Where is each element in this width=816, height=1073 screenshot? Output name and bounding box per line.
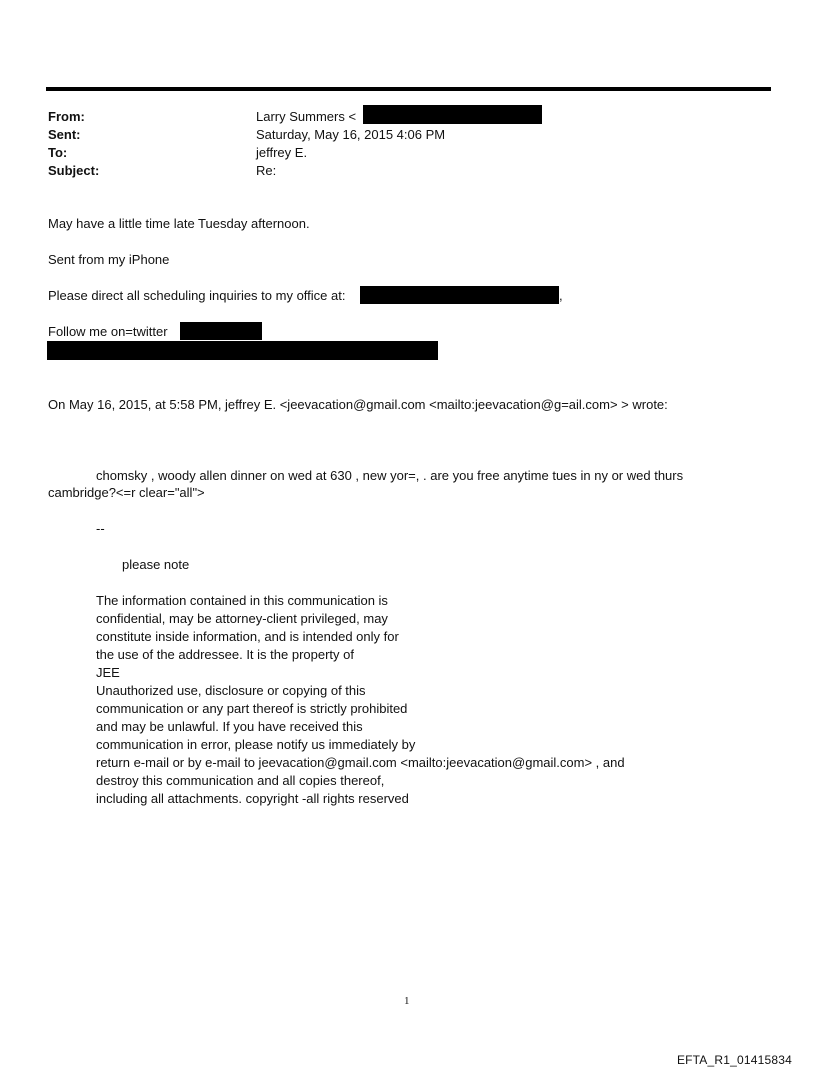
header-rule bbox=[46, 87, 771, 91]
disclaimer-line: confidential, may be attorney-client privileged, may bbox=[96, 611, 388, 626]
disclaimer-line: communication or any part thereof is strictly prohibited bbox=[96, 701, 408, 716]
from-label: From: bbox=[48, 109, 85, 124]
sent-value: Saturday, May 16, 2015 4:06 PM bbox=[256, 127, 446, 142]
body-line-sent-from: Sent from my iPhone bbox=[48, 252, 170, 267]
disclaimer-line: communication in error, please notify us immediately by bbox=[96, 737, 416, 752]
body-line-scheduling-tail: , bbox=[559, 288, 563, 303]
disclaimer-line: Unauthorized use, disclosure or copying of this bbox=[96, 683, 366, 698]
from-value: Larry Summers < bbox=[256, 109, 357, 124]
disclaimer-line: including all attachments. copyright -all rights reserved bbox=[96, 791, 409, 806]
to-value: jeffrey E. bbox=[256, 145, 308, 160]
body-line-twitter: Follow me on=twitter bbox=[48, 324, 168, 339]
to-label: To: bbox=[48, 145, 68, 160]
please-note: please note bbox=[122, 557, 190, 572]
bates-number: EFTA_R1_01415834 bbox=[676, 1053, 792, 1067]
body-line-availability: May have a little time late Tuesday afternoon. bbox=[48, 216, 310, 231]
disclaimer-line: the use of the addressee. It is the property of bbox=[96, 647, 354, 662]
disclaimer-line: constitute inside information, and is intended only for bbox=[96, 629, 399, 644]
quoted-line-1: chomsky , woody allen dinner on wed at 630 , new yor=, . are you free anytime tues in ny or wed thurs bbox=[96, 468, 684, 483]
subject-label: Subject: bbox=[48, 163, 100, 178]
redaction-from-email bbox=[363, 105, 542, 124]
body-line-scheduling: Please direct all scheduling inquiries to my office at: bbox=[48, 288, 346, 303]
redaction-office-email bbox=[360, 286, 559, 304]
quote-intro: On May 16, 2015, at 5:58 PM, jeffrey E. <jeevacation@gmail.com <mailto:jeevacation@g=ail.com> > wrote: bbox=[48, 397, 668, 412]
redaction-block bbox=[47, 341, 438, 360]
disclaimer-line: destroy this communication and all copies thereof, bbox=[96, 773, 385, 788]
disclaimer-line: return e-mail or by e-mail to jeevacation@gmail.com <mailto:jeevacation@gmail.com> , and bbox=[96, 755, 625, 770]
sent-label: Sent: bbox=[48, 127, 81, 142]
redaction-twitter-handle bbox=[180, 322, 262, 340]
subject-value: Re: bbox=[256, 163, 277, 178]
disclaimer-line: The information contained in this communication is bbox=[96, 593, 388, 608]
disclaimer-line: and may be unlawful. If you have received this bbox=[96, 719, 363, 734]
disclaimer-line: JEE bbox=[96, 665, 120, 680]
page-number: 1 bbox=[404, 995, 410, 1007]
signature-dash: -- bbox=[96, 521, 105, 536]
quoted-line-2: cambridge?<=r clear="all"> bbox=[48, 485, 205, 500]
